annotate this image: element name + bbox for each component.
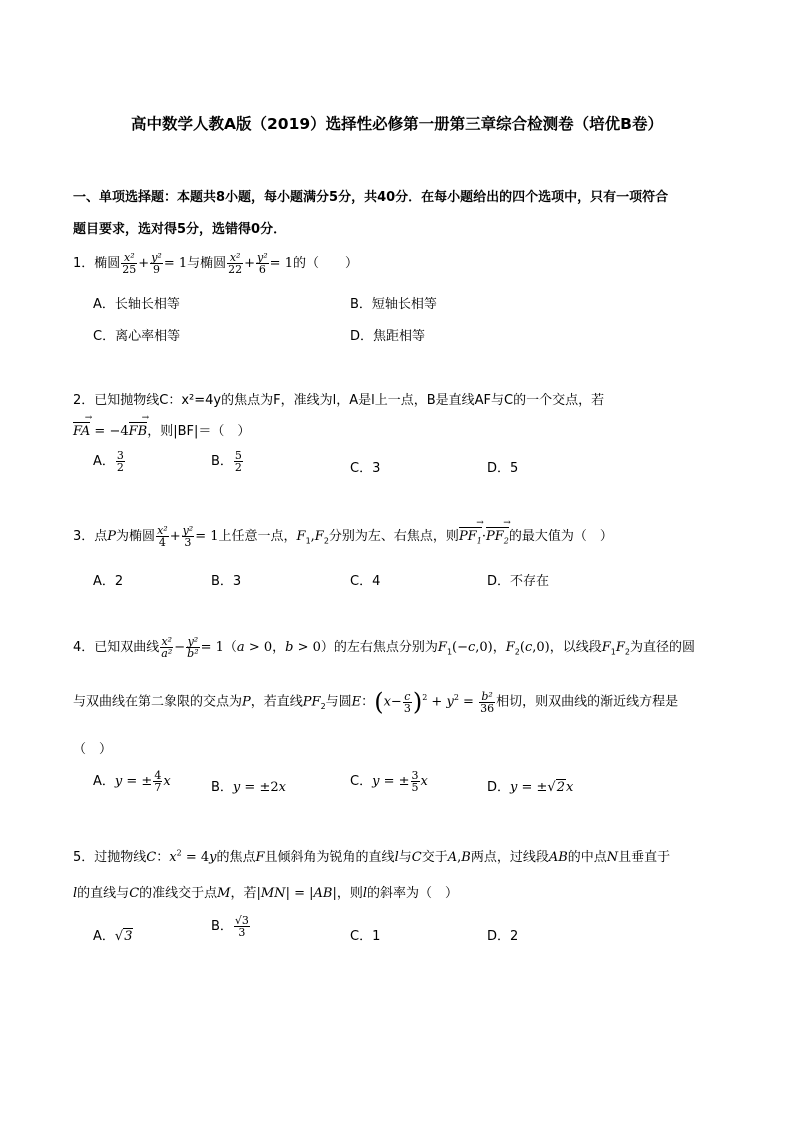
question-4-option-d[interactable]: D．y = ±√2x xyxy=(487,780,574,795)
question-4-stem-line3: （ ） xyxy=(73,742,113,757)
question-number: 4． xyxy=(73,640,95,655)
question-1-option-c[interactable]: C．离心率相等 xyxy=(93,329,181,344)
question-3-option-b[interactable]: B．3 xyxy=(211,574,242,589)
question-4-stem-line1: 4．已知双曲线 $\frac{\text{x²}}{\text{a²}}$ − $\frac{\text{y²}}{\text{b²}}$ = 1（a > 0，b > 0）的左右焦点分别为$F_1(-c,0)$，$F_2(c,0)$，以线段$F_1F_2$为直径的圆 xyxy=(73,635,696,660)
question-4-option-c[interactable]: C．y = ± $\frac{3}{5}$ x xyxy=(350,769,428,794)
question-4-stem-line2: 与双曲线在第二象限的交点为P，若直线$PF_2$与圆E：(x− $\frac{c}{3}$ )$^2 + y^2$ = $\frac{\text{b²}}{36}$ 相切，则双曲线的渐近线方程是 xyxy=(73,688,679,716)
question-2-stem-line1: 2．已知抛物线C：x²=4y的焦点为F，准线为l，A是l上一点，B是直线AF与C的一个交点，若 xyxy=(73,393,605,408)
question-number: 3． xyxy=(73,529,95,544)
question-number: 5． xyxy=(73,850,95,865)
question-5-option-b[interactable]: B． $\frac{√3}{3}$ xyxy=(211,914,249,939)
question-3-option-c[interactable]: C．4 xyxy=(350,574,381,589)
question-2-option-d[interactable]: D．5 xyxy=(487,461,519,476)
section-instructions-line1: 一、单项选择题：本题共8小题，每小题满分5分，共40分．在每小题给出的四个选项中，只有一项符合 xyxy=(73,190,669,205)
question-1-option-b[interactable]: B．短轴长相等 xyxy=(350,297,437,312)
question-3-option-a[interactable]: A．2 xyxy=(93,574,124,589)
question-1-option-a[interactable]: A．长轴长相等 xyxy=(93,297,180,312)
question-2-stem-line2: FA → = −4FB →，则|BF|＝（ ） xyxy=(73,420,250,439)
question-5-option-a[interactable]: A．√3 xyxy=(93,929,133,944)
question-number: 1． xyxy=(73,256,95,271)
question-2-option-c[interactable]: C．3 xyxy=(350,461,381,476)
question-4-option-b[interactable]: B．y = ±2x xyxy=(211,780,286,795)
question-5-stem-line2: l的直线与C的准线交于点M，若|MN| = |AB|，则l的斜率为（ ） xyxy=(73,886,459,901)
question-5-option-d[interactable]: D．2 xyxy=(487,929,519,944)
question-5-stem-line1: 5．过抛物线C：$x^2 = 4y$的焦点F且倾斜角为锐角的直线l与C交于A,B两点，过线段AB的中点N且垂直于 xyxy=(73,848,671,865)
question-1-option-d[interactable]: D．焦距相等 xyxy=(350,329,426,344)
section-instructions-line2: 题目要求，选对得5分，选错得0分． xyxy=(73,222,287,237)
page-title: 高中数学人教A版（2019）选择性必修第一册第三章综合检测卷（培优B卷） xyxy=(131,115,663,133)
question-3-option-d[interactable]: D．不存在 xyxy=(487,574,550,589)
question-3-stem: 3．点P为椭圆 $\frac{\text{x²}}{4}$ + $\frac{\text{y²}}{3}$ = 1上任意一点，$F_1,F_2$分别为左、右焦点，则$PF_1 \to\cdot PF_2$ →的最大值为（ ） xyxy=(73,525,613,548)
question-2-option-a[interactable]: A． $\frac{3}{2}$ xyxy=(93,449,124,474)
question-2-option-b[interactable]: B． $\frac{5}{2}$ xyxy=(211,449,242,474)
question-1-stem: 1．椭圆 $\frac{\text{x²}}{25}$ + $\frac{\text{y²}}{9}$ = 1与椭圆 $\frac{\text{x²}}{22}$ + $\frac{\text{y²}}{6}$ = 1的（ ） xyxy=(73,251,358,276)
question-4-option-a[interactable]: A．y = ± $\frac{4}{7}$ x xyxy=(93,769,171,794)
question-number: 2． xyxy=(73,393,95,408)
question-5-option-c[interactable]: C．1 xyxy=(350,929,381,944)
